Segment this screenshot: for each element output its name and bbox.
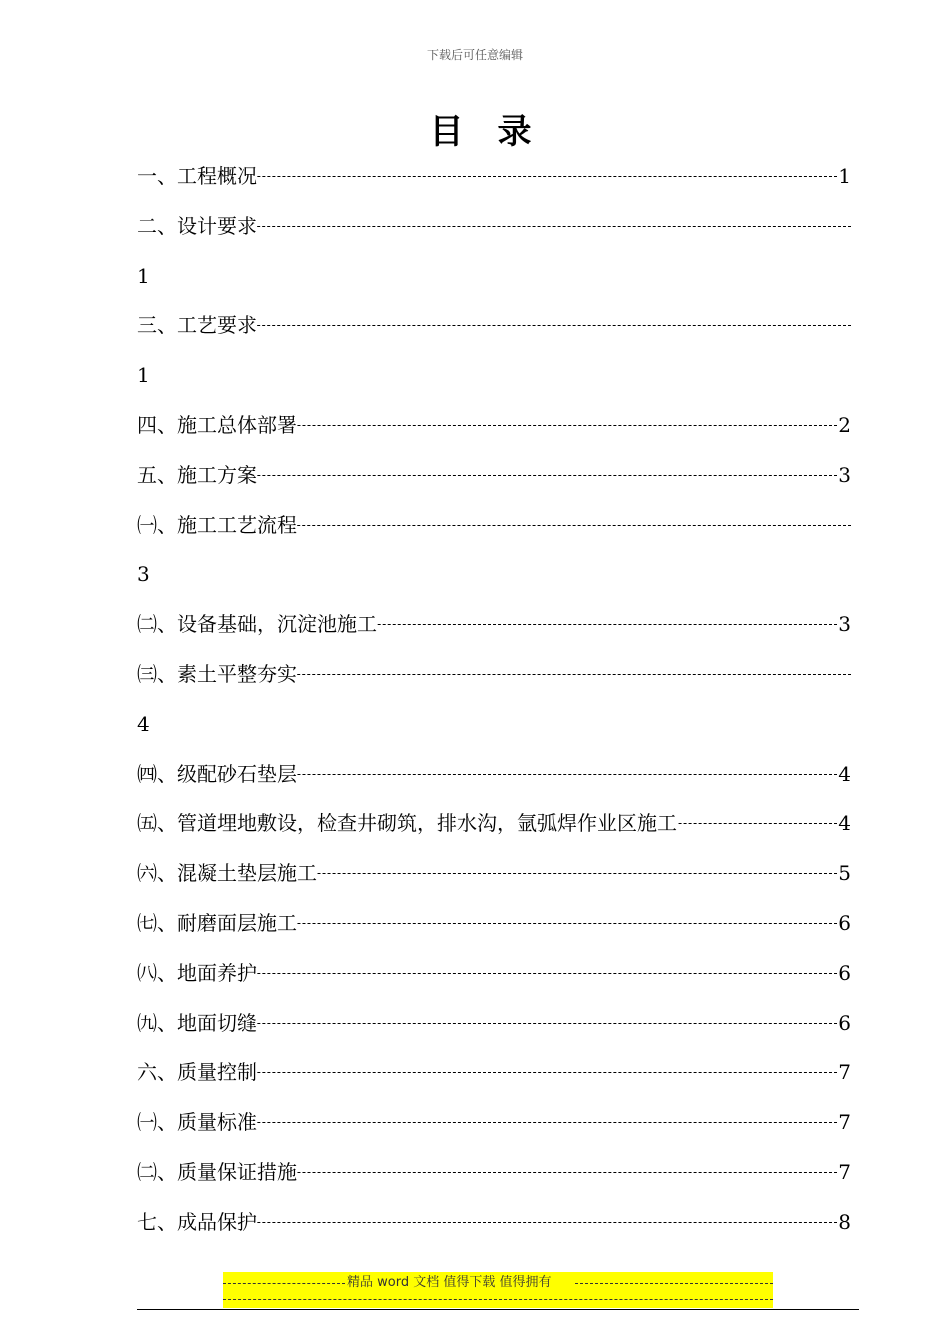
toc-entry[interactable] [137, 163, 851, 189]
toc-entry-label: ㈥、混凝土垫层施工 [137, 861, 317, 885]
toc-entry-label: ㈠、质量标准 [137, 1110, 257, 1134]
toc-page-number: 7 [838, 1160, 851, 1184]
toc-entry[interactable] [137, 1059, 851, 1085]
toc-entry[interactable] [137, 860, 851, 886]
toc-page-number: 6 [838, 961, 851, 985]
toc-entry[interactable] [137, 1159, 851, 1185]
toc-entry[interactable] [137, 412, 851, 438]
toc-entry-label: ㈤、管道埋地敷设，检查井砌筑，排水沟，氩弧焊作业区施工 [137, 811, 677, 835]
toc-entry[interactable] [137, 910, 851, 936]
toc-page-number: 4 [137, 712, 150, 736]
toc-page-number: 2 [838, 413, 851, 437]
toc-entry-label: 六、质量控制 [137, 1060, 257, 1084]
toc-page-number: 1 [838, 164, 851, 188]
footer-rule [137, 1309, 859, 1310]
toc-entry[interactable] [137, 1010, 851, 1036]
toc-page-number: 1 [137, 264, 150, 288]
toc-page-number: 7 [838, 1060, 851, 1084]
toc-entry-label: ㈣、级配砂石垫层 [137, 762, 297, 786]
toc-entry[interactable] [137, 810, 851, 836]
toc-page-number: 3 [137, 562, 150, 586]
toc-continuation-page [137, 263, 851, 289]
toc-page-number: 4 [838, 811, 851, 835]
toc-entry-label: 二、设计要求 [137, 214, 257, 238]
toc-continuation-page [137, 362, 851, 388]
toc-entry-label: ㈡、设备基础，沉淀池施工 [137, 612, 377, 636]
banner-text: 精品 word 文档 值得下载 值得拥有 [347, 1275, 552, 1290]
toc-page-number: 7 [838, 1110, 851, 1134]
toc-entry-label: ㈡、质量保证措施 [137, 1160, 297, 1184]
toc-entry-label: ㈦、耐磨面层施工 [137, 911, 297, 935]
toc-entry[interactable] [137, 312, 851, 338]
toc-page-number: 6 [838, 911, 851, 935]
toc-entry-label: 一、工程概况 [137, 164, 257, 188]
toc-entry-label: ㈨、地面切缝 [137, 1011, 257, 1035]
banner-dash-left [223, 1283, 345, 1284]
toc-page-number: 3 [838, 612, 851, 636]
banner-dash-row [223, 1299, 773, 1300]
toc-page-number: 5 [838, 861, 851, 885]
toc-entry[interactable] [137, 213, 851, 239]
toc-page-number: 8 [838, 1210, 851, 1234]
toc-entry-label: ㈧、地面养护 [137, 961, 257, 985]
toc-entry-label: 七、成品保护 [137, 1210, 257, 1234]
toc-entry[interactable] [137, 1109, 851, 1135]
toc-entry[interactable] [137, 661, 851, 687]
banner-dash-right [575, 1283, 773, 1284]
header-note: 下载后可任意编辑 [426, 48, 523, 62]
toc-entry-label: ㈢、素土平整夯实 [137, 662, 297, 686]
toc-continuation-page [137, 561, 851, 587]
toc-entry[interactable] [137, 462, 851, 488]
toc-page-number: 4 [838, 762, 851, 786]
toc-entry-label: 五、施工方案 [137, 463, 257, 487]
page-title: 目录 [429, 112, 566, 152]
toc-page-number: 1 [137, 363, 150, 387]
footer-banner [223, 1272, 773, 1308]
toc-page-number: 6 [838, 1011, 851, 1035]
toc-entry[interactable] [137, 1209, 851, 1235]
toc-page-number: 3 [838, 463, 851, 487]
toc-entry[interactable] [137, 512, 851, 538]
toc-entry[interactable] [137, 960, 851, 986]
toc-entry-label: 四、施工总体部署 [137, 413, 297, 437]
toc-entry-label: ㈠、施工工艺流程 [137, 513, 297, 537]
toc-entry[interactable] [137, 611, 851, 637]
toc-entry-label: 三、工艺要求 [137, 313, 257, 337]
toc-entry[interactable] [137, 761, 851, 787]
toc-continuation-page [137, 711, 851, 737]
